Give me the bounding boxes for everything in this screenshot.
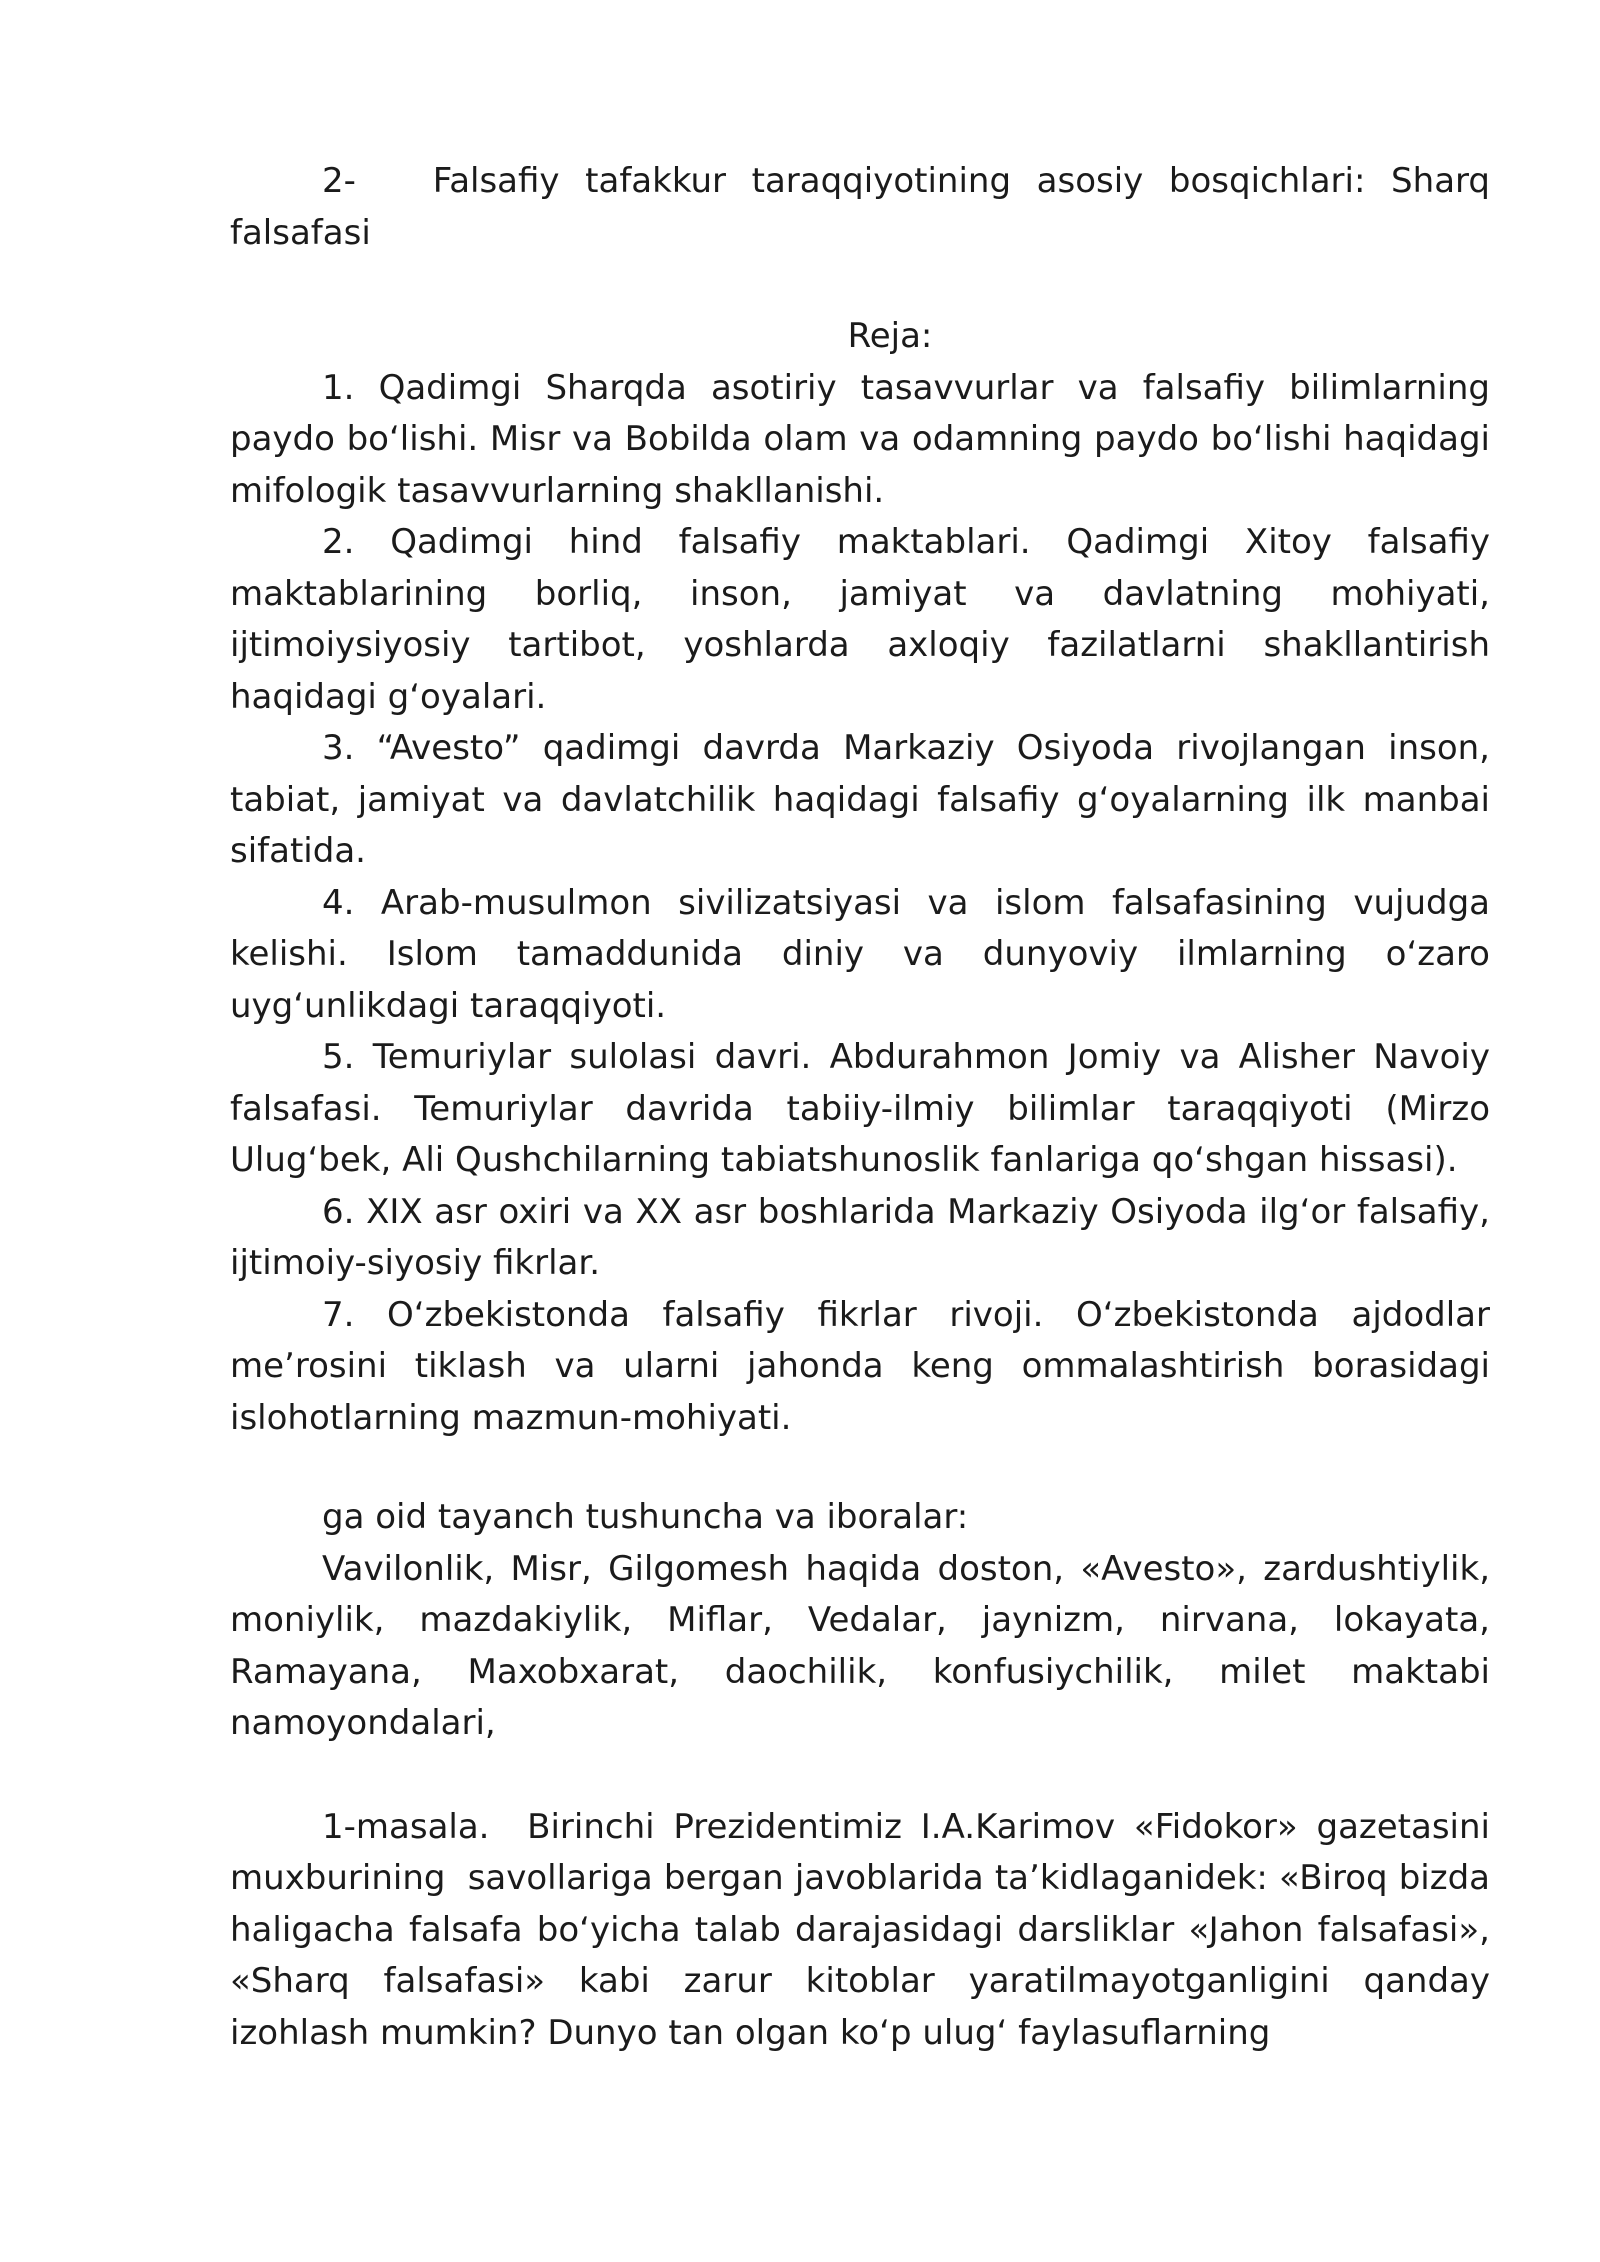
plan-item: 4. Arab-musulmon sivilizatsiyasi va islom falsafasining vujudga kelishi. Islom tamaddunida diniy va dunyoviy ilmlarning o‘zaro uyg‘unlikdagi taraqqiyoti. [230, 882, 1490, 1026]
spacer [230, 1444, 1490, 1492]
plan-list [230, 363, 1490, 1445]
plan-item: 3. “Avesto” qadimgi davrda Markaziy Osiyoda rivojlangan inson, tabiat, jamiyat va davlatchilik haqidagi falsafiy g‘oyalarning ilk manbai sifatida. [230, 728, 1490, 871]
plan-item: 1. Qadimgi Sharqda asotiriy tasavvurlar va falsafiy bilimlarning paydo bo‘lishi. Misr va Bobilda olam va odamning paydo bo‘lishi haqidagi mifologik tasavvurlarning shakllanishi. [230, 367, 1490, 511]
plan-item: 6. XIX asr oxiri va XX asr boshlarida Markaziy Osiyoda ilg‘or falsafiy, ijtimoiy-siyosiy fikrlar. [230, 1191, 1490, 1283]
plan-item: 7. O‘zbekistonda falsafiy fikrlar rivoji. O‘zbekistonda ajdodlar me’rosini tiklash va ularni jahonda keng ommalashtirish borasidagi islohotlarning mazmun-mohiyati. [230, 1294, 1490, 1438]
plan-item: 2. Qadimgi hind falsafiy maktablari. Qadimgi Xitoy falsafiy maktablarining borliq, inson, jamiyat va davlatning mohiyati, ijtimoiysiyosiy tartibot, yoshlarda axloqiy fazilatlarni shakllantirish haqidagi g‘oyalari. [230, 522, 1490, 717]
concepts-text: Vavilonlik, Misr, Gilgomesh haqida doston, «Avesto», zardushtiylik, moniylik, mazdakiylik, Miflar, Vedalar, jaynizm, nirvana, lokayata, Ramayana, Maxobxarat, daochilik, konfusiychilik, milet maktabi namoyondalari, [230, 1548, 1490, 1743]
spacer [230, 1750, 1490, 1802]
task-paragraph: 1-masala. Birinchi Prezidentimiz I.A.Karimov «Fidokor» gazetasini muxburining savollariga bergan javoblarida ta’kidlaganidek: «Biroq bizda haligacha falsafa bo‘yicha talab darajasidagi darsliklar «Jahon falsafasi», «Sharq falsafasi» kabi zarur kitoblar yaratilmayotganligini qanday izohlash mumkin? Dunyo tan olgan ko‘p ulug‘ faylasuflarning [230, 1806, 1490, 2053]
plan-title: Reja: [847, 316, 933, 356]
section-heading: 2- Falsafiy tafakkur taraqqiyotining asosiy bosqichlari: Sharq falsafasi [230, 161, 1490, 253]
spacer [230, 259, 1490, 311]
document-body [230, 156, 1490, 2059]
concepts-title: ga oid tayanch tushuncha va iboralar: [322, 1497, 969, 1537]
plan-item: 5. Temuriylar sulolasi davri. Abdurahmon Jomiy va Alisher Navoiy falsafasi. Temuriylar davrida tabiiy-ilmiy bilimlar taraqqiyoti (Mirzo Ulug‘bek, Ali Qushchilarning tabiatshunoslik fanlariga qo‘shgan hissasi). [230, 1037, 1490, 1180]
